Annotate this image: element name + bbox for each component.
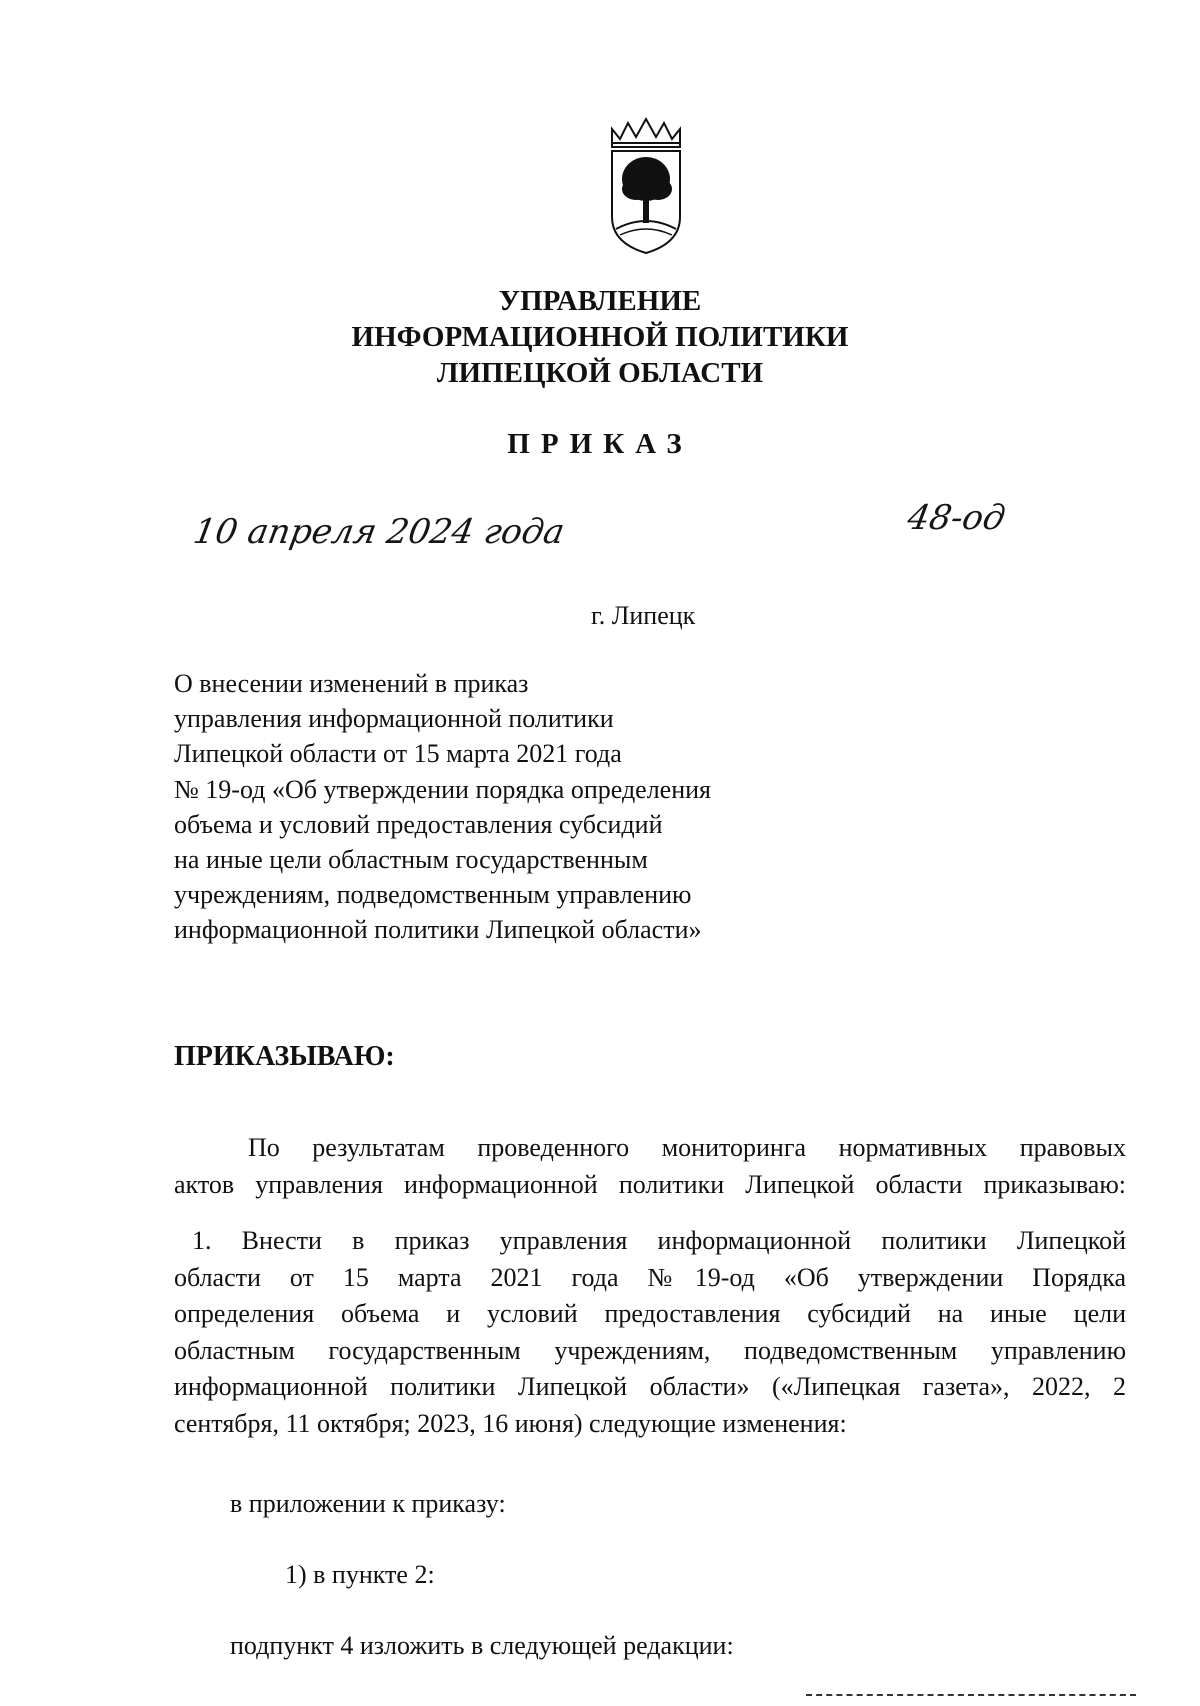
subject-line: учреждениям, подведомственным управлению — [174, 880, 692, 910]
document-type-title: ПРИКАЗ — [507, 428, 693, 460]
org-line: ИНФОРМАЦИОННОЙ ПОЛИТИКИ — [351, 321, 849, 353]
subject-line: № 19-од «Об утверждении порядка определения — [174, 774, 712, 804]
point-1-line: 1. Внести в приказ управления информационной политики Липецкой — [192, 1226, 1126, 1255]
point-1-line: сентября, 11 октября; 2023, 16 июня) следующие изменения: — [174, 1408, 847, 1438]
subject-line: на иные цели областным государственным — [174, 844, 648, 874]
coat-of-arms-emblem — [606, 117, 686, 257]
point-1-line: информационной политики Липецкой области» («Липецкая газета», 2022, 2 — [174, 1372, 1126, 1402]
handwritten-number: 48-од — [904, 498, 1009, 538]
point-1-paragraph — [174, 1223, 1126, 1443]
order-subject — [174, 666, 711, 948]
handwritten-date: 10 апреля 2024 года — [190, 512, 568, 552]
subject-line: информационной политики Липецкой области» — [174, 915, 702, 945]
org-line: УПРАВЛЕНИЕ — [498, 285, 702, 317]
page-edge-rule — [806, 1694, 1136, 1696]
decree-word: ПРИКАЗЫВАЮ: — [174, 1041, 395, 1072]
city-name: г. Липецк — [591, 601, 696, 630]
organization-header — [0, 283, 1200, 391]
subject-line: Липецкой области от 15 марта 2021 года — [174, 739, 622, 769]
point-1-line: определения объема и условий предоставления субсидий на иные цели — [174, 1299, 1126, 1329]
sub-item-line: 1) в пункте 2: — [285, 1560, 435, 1589]
subject-line: О внесении изменений в приказ — [174, 669, 529, 698]
intro-line: По результатам проведенного мониторинга нормативных правовых — [248, 1133, 1126, 1162]
appendix-line: в приложении к приказу: — [230, 1489, 506, 1518]
subject-line: управления информационной политики — [174, 704, 614, 734]
intro-line: актов управления информационной политики Липецкой области приказываю: — [174, 1169, 1126, 1199]
org-line: ЛИПЕЦКОЙ ОБЛАСТИ — [436, 357, 764, 389]
point-1-line: областным государственным учреждениям, подведомственным управлению — [174, 1335, 1126, 1365]
subpoint-line: подпункт 4 изложить в следующей редакции: — [230, 1631, 734, 1660]
intro-paragraph — [174, 1130, 1126, 1203]
subject-line: объема и условий предоставления субсидий — [174, 809, 663, 839]
point-1-line: области от 15 марта 2021 года №19-од «Об утверждении Порядка — [174, 1262, 1126, 1292]
